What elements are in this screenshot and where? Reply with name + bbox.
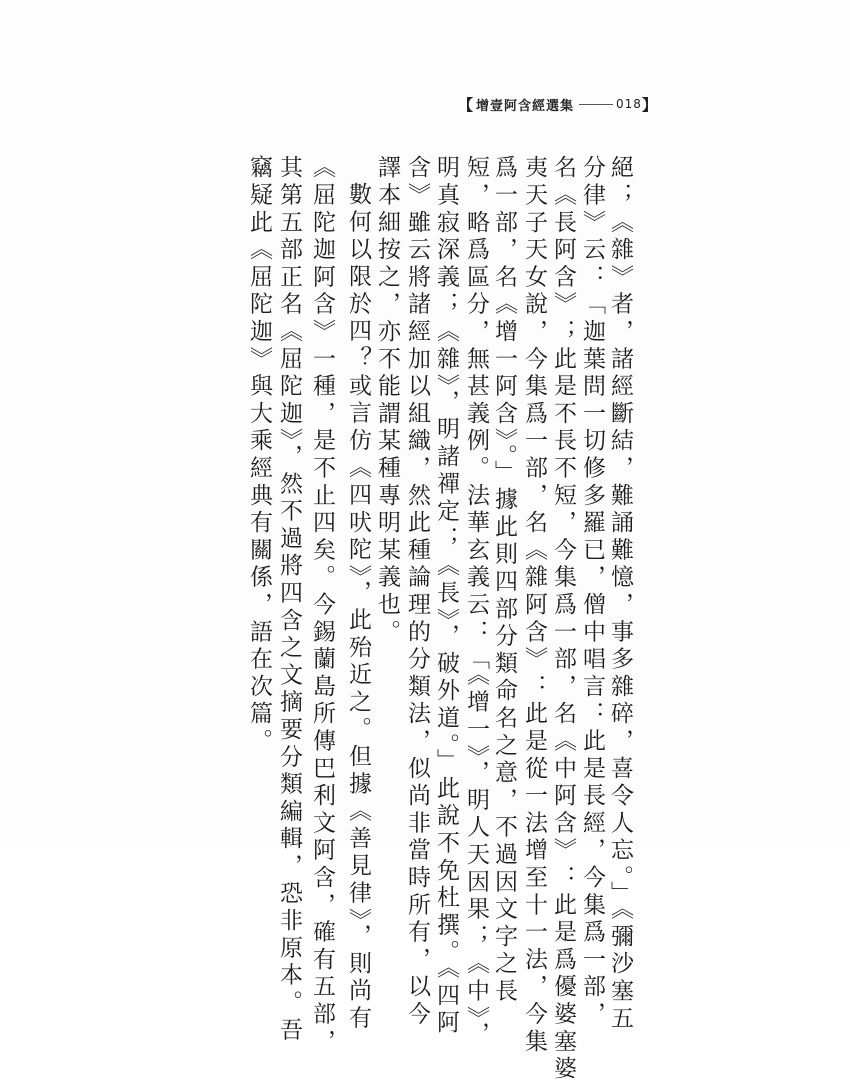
header-dash-rule [579, 104, 613, 105]
text-column-7: 明真寂深義；《雜》，明諸禪定；《長》，破外道。」此說不免杜撰。《四阿 [433, 155, 459, 1038]
text-column-10-paragraph-start: 數何以限於四？或言仿《四吠陀》，此殆近之。但據《善見律》，則尚有 [345, 182, 371, 1033]
text-column-3: 名《長阿含》；此是不長不短，今集爲一部，名《中阿含》：此是爲優婆塞婆 [550, 155, 576, 1083]
text-column-1: 絕；《雜》者，諸經斷結，難誦難憶，事多雜碎，喜令人忘。」《彌沙塞五 [607, 155, 633, 1033]
text-column-6: 短，略爲區分，無甚義例。法華玄義云：「《增一》，明人天因果；《中》， [463, 155, 489, 1049]
header-left-bracket: 【 [458, 95, 475, 114]
text-column-11: 《屈陀迦阿含》一種，是不止四矣。今錫蘭島所傳巴利文阿含，確有五部， [309, 155, 335, 1056]
text-column-2: 分律》云：「迦葉問一切修多羅已，僧中唱言：此是長經，今集爲一部， [579, 155, 605, 1029]
book-title: 增壹阿含經選集 [476, 98, 575, 114]
text-column-5: 爲一部，名《增一阿含》。」據此則四部分類命名之意，不過因文字之長 [491, 155, 517, 1006]
text-column-4: 夷天子天女說，今集爲一部，名《雜阿含》：此是從一法增至十一法，今集 [521, 155, 547, 1056]
running-header [458, 93, 658, 115]
header-right-bracket: 】 [641, 95, 658, 114]
page-number: 018 [616, 97, 642, 111]
text-column-12: 其第五部正名《屈陀迦》，然不過將四含之文摘要分類編輯，恐非原本。吾 [276, 155, 302, 1045]
text-column-13: 竊疑此《屈陀迦》與大乘經典有關係，語在次篇。 [246, 155, 272, 756]
text-column-9: 譯本細按之，亦不能謂某種專明某義也。 [374, 155, 400, 647]
text-column-8: 含》雖云將諸經加以組織，然此種論理的分類法，似尚非當時所有，以今 [404, 155, 430, 1029]
